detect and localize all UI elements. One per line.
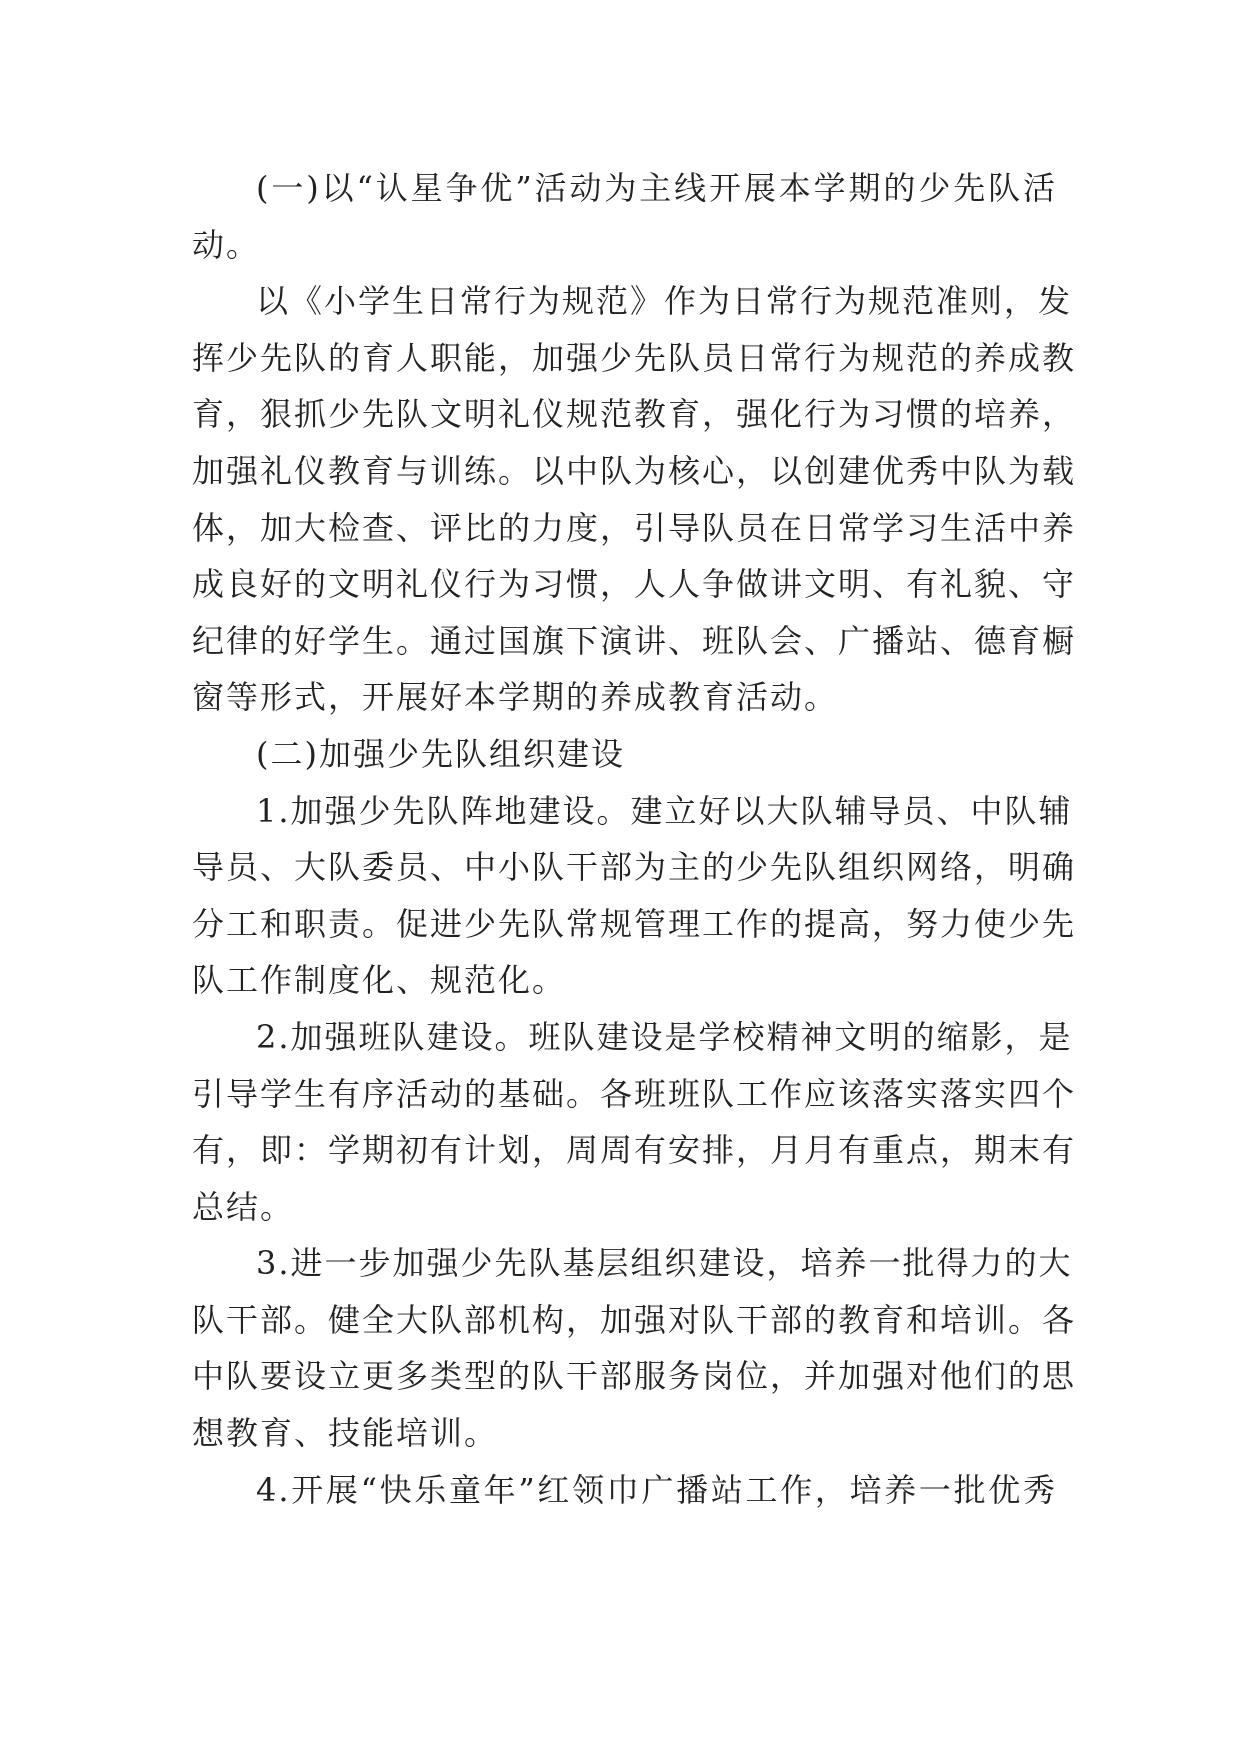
list-item-2-first-line: 2.加强班队建设。班队建设是学校精神文明的缩影，是 bbox=[256, 1017, 1073, 1056]
text-line: 想教育、技能培训。 bbox=[192, 1414, 499, 1453]
list-item-4-first-line: 4.开展“快乐童年”红领巾广播站工作，培养一批优秀 bbox=[256, 1470, 1057, 1509]
text-line: 总结。 bbox=[192, 1187, 295, 1226]
section-heading-1: (一)以“认星争优”活动为主线开展本学期的少先队活 bbox=[256, 169, 1057, 207]
section-heading-2: (二)加强少先队组织建设 bbox=[256, 734, 625, 773]
text-line: 有，即：学期初有计划，周周有安排，月月有重点，期末有 bbox=[192, 1131, 1077, 1170]
list-item-3-first-line: 3.进一步加强少先队基层组织建设，培养一批得力的大 bbox=[256, 1244, 1073, 1283]
text-line: 加强礼仪教育与训练。以中队为核心，以创建优秀中队为载 bbox=[192, 451, 1077, 490]
text-line: 挥少先队的育人职能，加强少先队员日常行为规范的养成教 bbox=[192, 338, 1077, 377]
text-line: 导员、大队委员、中小队干部为主的少先队组织网络，明确 bbox=[192, 848, 1077, 887]
text-line: 中队要设立更多类型的队干部服务岗位，并加强对他们的思 bbox=[192, 1357, 1077, 1396]
list-item-1-first-line: 1.加强少先队阵地建设。建立好以大队辅导员、中队辅 bbox=[256, 791, 1073, 830]
text-line: 育，狠抓少先队文明礼仪规范教育，强化行为习惯的培养， bbox=[192, 395, 1077, 434]
text-line: 引导学生有序活动的基础。各班班队工作应该落实落实四个 bbox=[192, 1074, 1077, 1113]
text-line: 队干部。健全大队部机构，加强对队干部的教育和培训。各 bbox=[192, 1300, 1077, 1339]
text-line: 体，加大检查、评比的力度，引导队员在日常学习生活中养 bbox=[192, 508, 1077, 547]
text-line: 分工和职责。促进少先队常规管理工作的提高，努力使少先 bbox=[192, 904, 1077, 943]
document-body bbox=[192, 160, 1077, 1518]
text-line: 动。 bbox=[192, 225, 261, 264]
text-line: 纪律的好学生。通过国旗下演讲、班队会、广播站、德育橱 bbox=[192, 621, 1077, 660]
paragraph-first-line: 以《小学生日常行为规范》作为日常行为规范准则，发 bbox=[256, 282, 1073, 321]
text-line: 队工作制度化、规范化。 bbox=[192, 961, 567, 1000]
text-line: 窗等形式，开展好本学期的养成教育活动。 bbox=[192, 678, 839, 717]
text-line: 成良好的文明礼仪行为习惯，人人争做讲文明、有礼貌、守 bbox=[192, 565, 1077, 604]
